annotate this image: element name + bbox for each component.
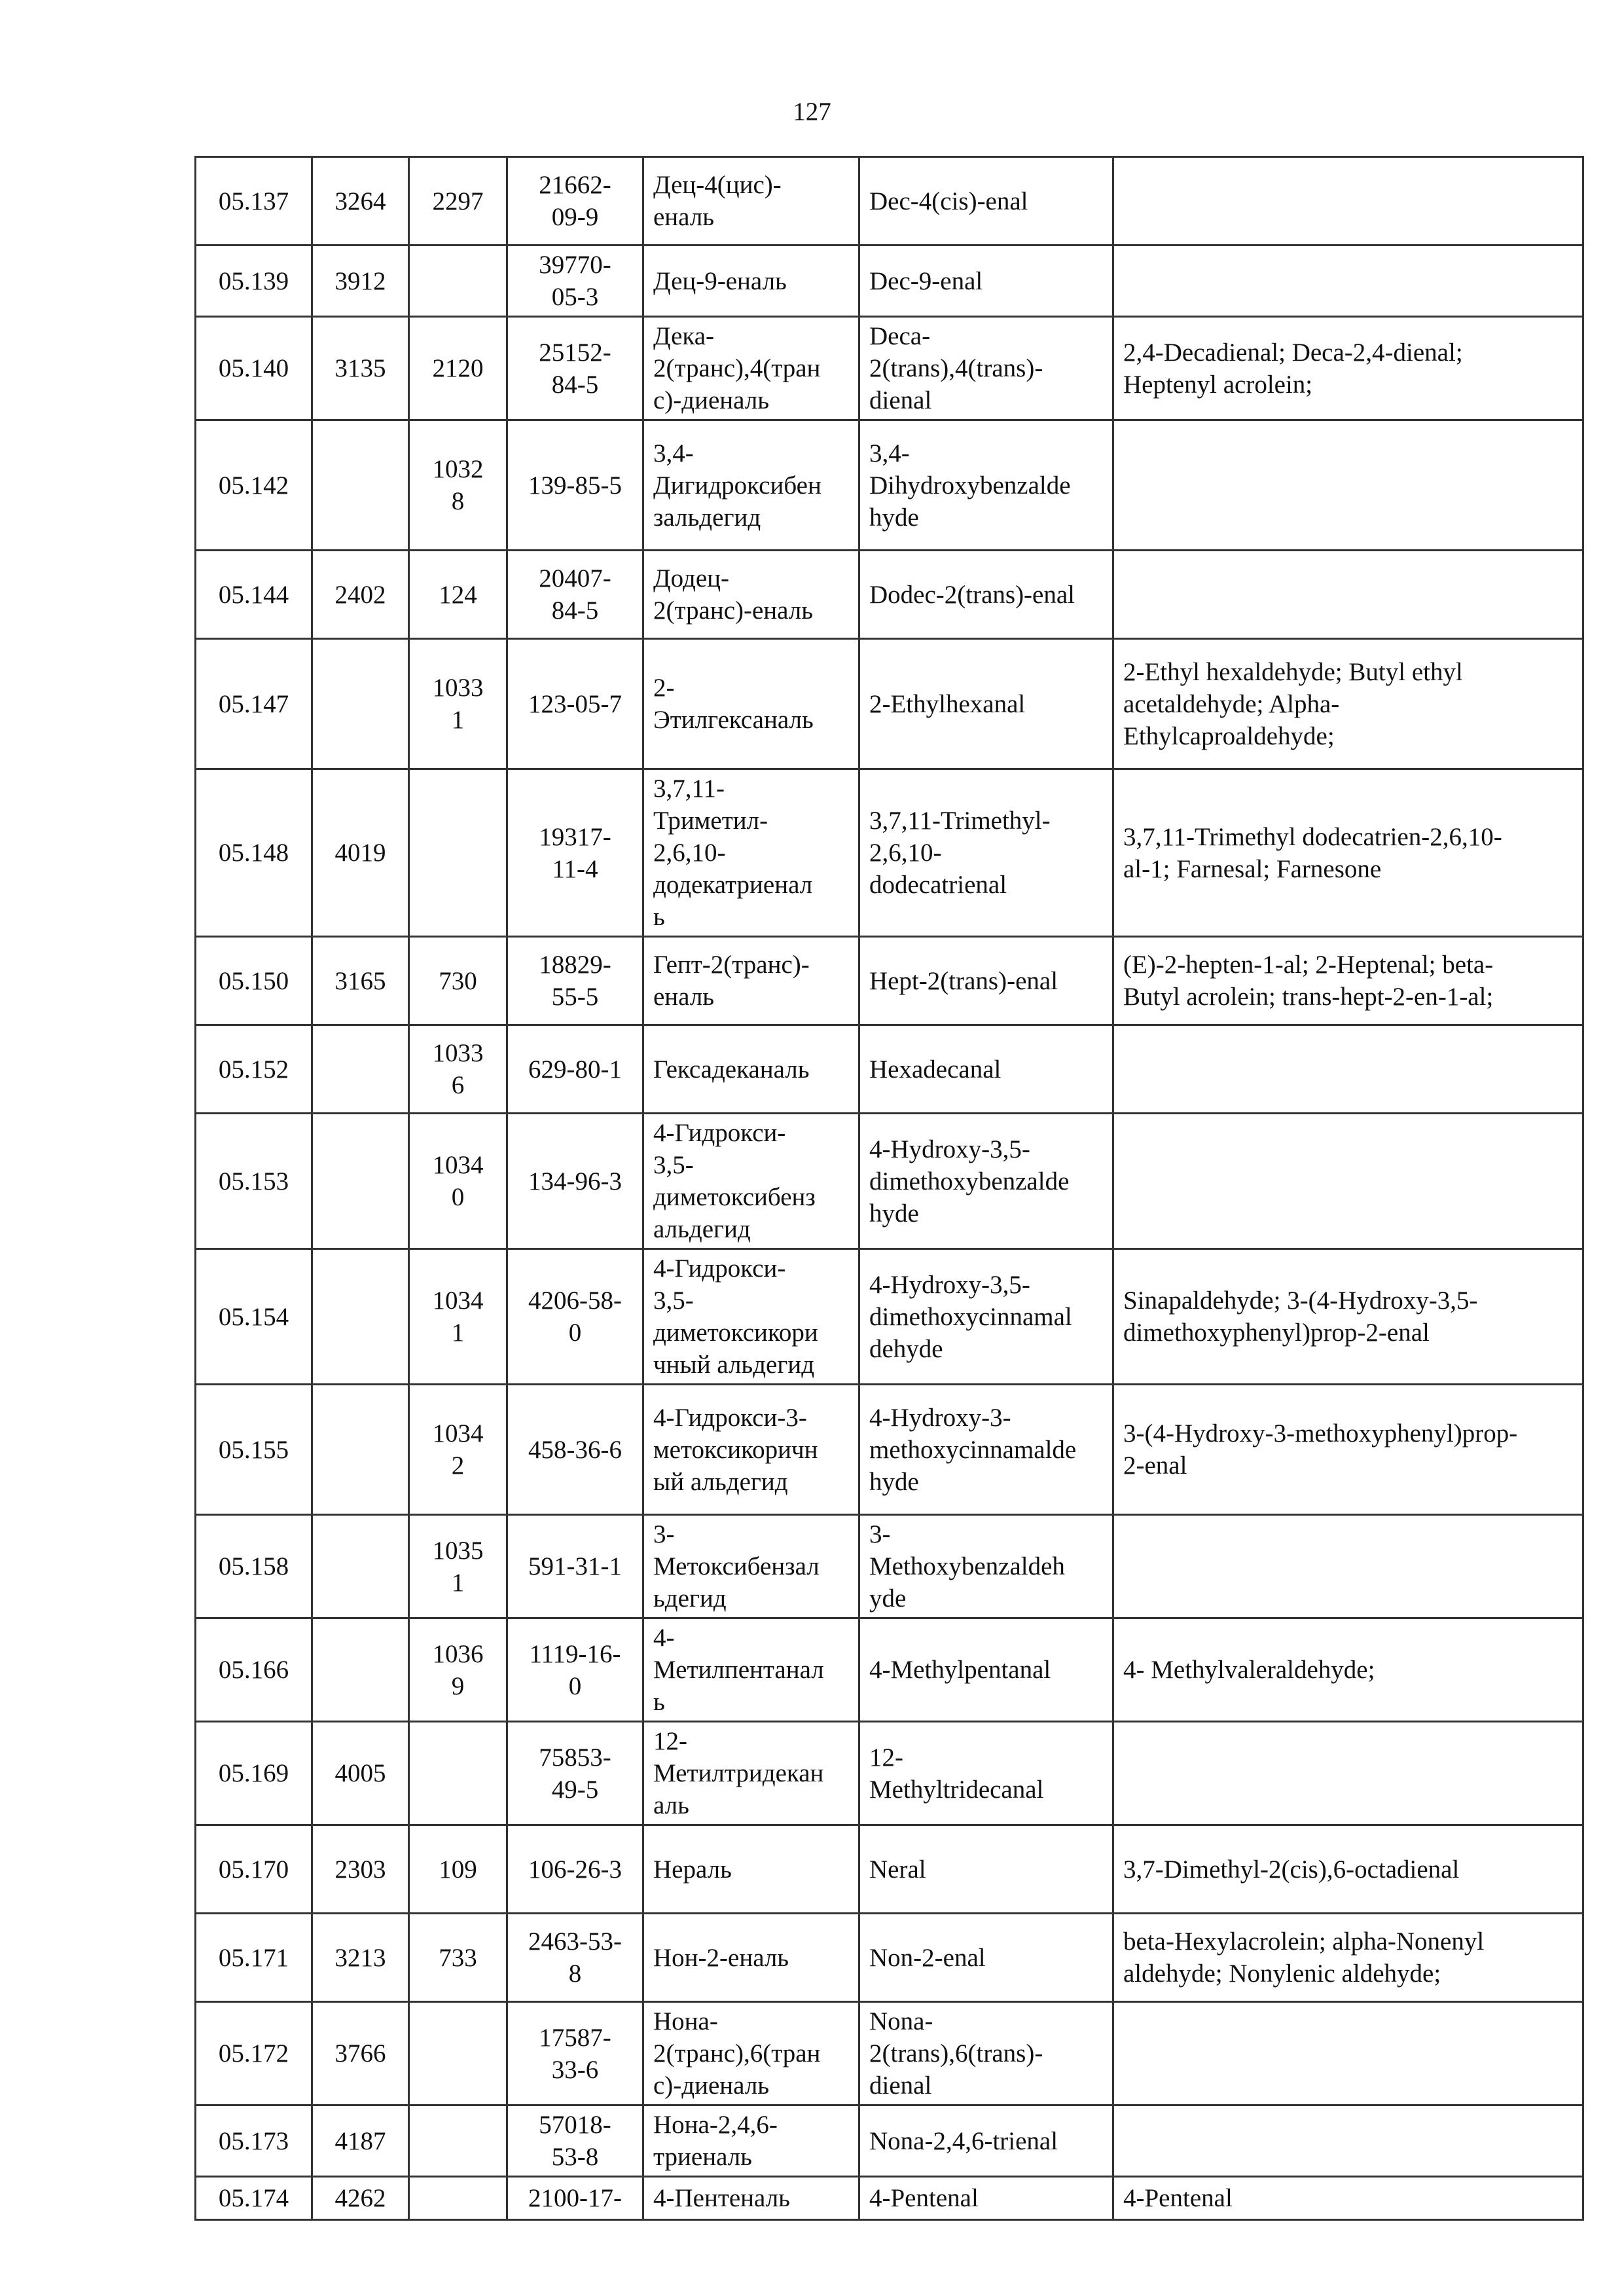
- table-row: [196, 2105, 1583, 2177]
- cell-name-en: Non-2-enal: [859, 1914, 1113, 2002]
- cell-fema: 4005: [312, 1722, 409, 1825]
- cell-name-en: Hexadecanal: [859, 1025, 1113, 1114]
- cell-name-ru: 12- Метилтридекан аль: [643, 1722, 859, 1825]
- cell-name-en: 4-Hydroxy-3,5- dimethoxycinnamal dehyde: [859, 1249, 1113, 1385]
- cell-fema: 2303: [312, 1825, 409, 1914]
- cell-synonyms: (E)-2-hepten-1-al; 2-Heptenal; beta- Butyl acrolein; trans-hept-2-en-1-al;: [1113, 937, 1583, 1025]
- cell-name-ru: Додец- 2(транс)-еналь: [643, 551, 859, 639]
- cell-number: 05.172: [196, 2002, 312, 2105]
- cell-name-ru: 3- Метоксибензал ьдегид: [643, 1515, 859, 1618]
- cell-cas: 19317- 11-4: [507, 769, 643, 937]
- cell-coe: 2297: [409, 157, 507, 246]
- cell-name-ru: Нона-2,4,6- триеналь: [643, 2105, 859, 2177]
- cell-fema: 3165: [312, 937, 409, 1025]
- cell-coe: 1034 1: [409, 1249, 507, 1385]
- cell-synonyms: [1113, 246, 1583, 317]
- cell-cas: 458-36-6: [507, 1385, 643, 1515]
- cell-synonyms: [1113, 157, 1583, 246]
- cell-coe: [409, 246, 507, 317]
- cell-synonyms: Sinapaldehyde; 3-(4-Hydroxy-3,5- dimethoxyphenyl)prop-2-enal: [1113, 1249, 1583, 1385]
- cell-synonyms: 3,7,11-Trimethyl dodecatrien-2,6,10- al-1; Farnesal; Farnesone: [1113, 769, 1583, 937]
- cell-coe: [409, 769, 507, 937]
- cell-cas: 25152- 84-5: [507, 317, 643, 420]
- cell-number: 05.148: [196, 769, 312, 937]
- cell-name-ru: Дец-9-еналь: [643, 246, 859, 317]
- cell-name-en: Nona-2,4,6-trienal: [859, 2105, 1113, 2177]
- cell-coe: 2120: [409, 317, 507, 420]
- cell-synonyms: [1113, 1515, 1583, 1618]
- cell-name-en: Deca- 2(trans),4(trans)- dienal: [859, 317, 1113, 420]
- cell-name-en: 3,7,11-Trimethyl- 2,6,10- dodecatrienal: [859, 769, 1113, 937]
- cell-coe: 124: [409, 551, 507, 639]
- cell-name-en: Dodec-2(trans)-enal: [859, 551, 1113, 639]
- cell-name-ru: 4- Метилпентанал ь: [643, 1618, 859, 1722]
- table-row: [196, 420, 1583, 551]
- table-row: [196, 1515, 1583, 1618]
- cell-cas: 21662- 09-9: [507, 157, 643, 246]
- cell-fema: [312, 1025, 409, 1114]
- cell-coe: [409, 2002, 507, 2105]
- cell-synonyms: [1113, 2105, 1583, 2177]
- cell-number: 05.153: [196, 1114, 312, 1249]
- cell-number: 05.173: [196, 2105, 312, 2177]
- cell-coe: 1036 9: [409, 1618, 507, 1722]
- cell-coe: 1033 6: [409, 1025, 507, 1114]
- cell-synonyms: [1113, 2002, 1583, 2105]
- cell-cas: 75853- 49-5: [507, 1722, 643, 1825]
- cell-name-en: 4-Hydroxy-3,5- dimethoxybenzalde hyde: [859, 1114, 1113, 1249]
- cell-synonyms: [1113, 1114, 1583, 1249]
- cell-cas: 39770- 05-3: [507, 246, 643, 317]
- cell-number: 05.140: [196, 317, 312, 420]
- table-row: [196, 769, 1583, 937]
- cell-fema: 3766: [312, 2002, 409, 2105]
- cell-name-ru: Гексадеканаль: [643, 1025, 859, 1114]
- cell-number: 05.166: [196, 1618, 312, 1722]
- cell-name-en: Neral: [859, 1825, 1113, 1914]
- cell-number: 05.144: [196, 551, 312, 639]
- cell-number: 05.150: [196, 937, 312, 1025]
- cell-fema: [312, 1249, 409, 1385]
- cell-number: 05.170: [196, 1825, 312, 1914]
- cell-fema: 3264: [312, 157, 409, 246]
- cell-name-ru: 4-Пентеналь: [643, 2177, 859, 2220]
- cell-synonyms: [1113, 1722, 1583, 1825]
- cell-cas: 123-05-7: [507, 639, 643, 769]
- cell-fema: 4019: [312, 769, 409, 937]
- cell-synonyms: [1113, 420, 1583, 551]
- cell-coe: [409, 2177, 507, 2220]
- cell-fema: 4187: [312, 2105, 409, 2177]
- table-row: [196, 246, 1583, 317]
- table-row: [196, 1914, 1583, 2002]
- cell-name-en: 4-Pentenal: [859, 2177, 1113, 2220]
- cell-number: 05.155: [196, 1385, 312, 1515]
- cell-name-en: Dec-4(cis)-enal: [859, 157, 1113, 246]
- cell-fema: 2402: [312, 551, 409, 639]
- cell-fema: [312, 1114, 409, 1249]
- cell-synonyms: 4-Pentenal: [1113, 2177, 1583, 2220]
- cell-cas: 134-96-3: [507, 1114, 643, 1249]
- cell-name-en: Hept-2(trans)-enal: [859, 937, 1113, 1025]
- cell-synonyms: beta-Hexylacrolein; alpha-Nonenyl aldehyde; Nonylenic aldehyde;: [1113, 1914, 1583, 2002]
- cell-name-ru: 4-Гидрокси- 3,5- диметоксибенз альдегид: [643, 1114, 859, 1249]
- cell-cas: 591-31-1: [507, 1515, 643, 1618]
- cell-name-en: Nona- 2(trans),6(trans)- dienal: [859, 2002, 1113, 2105]
- cell-coe: 1034 2: [409, 1385, 507, 1515]
- table-row: [196, 1025, 1583, 1114]
- table-row: [196, 1385, 1583, 1515]
- table-body: [196, 157, 1583, 2220]
- cell-cas: 2463-53- 8: [507, 1914, 643, 2002]
- cell-cas: 18829- 55-5: [507, 937, 643, 1025]
- cell-cas: 1119-16- 0: [507, 1618, 643, 1722]
- cell-coe: [409, 2105, 507, 2177]
- table-row: [196, 317, 1583, 420]
- cell-name-en: 4-Methylpentanal: [859, 1618, 1113, 1722]
- cell-synonyms: [1113, 1025, 1583, 1114]
- cell-name-ru: Дека- 2(транс),4(тран с)-диеналь: [643, 317, 859, 420]
- cell-fema: 3213: [312, 1914, 409, 2002]
- cell-cas: 57018- 53-8: [507, 2105, 643, 2177]
- cell-number: 05.171: [196, 1914, 312, 2002]
- cell-coe: 109: [409, 1825, 507, 1914]
- cell-fema: [312, 1618, 409, 1722]
- cell-name-en: Dec-9-enal: [859, 246, 1113, 317]
- cell-name-ru: 3,4- Дигидроксибен зальдегид: [643, 420, 859, 551]
- cell-fema: [312, 639, 409, 769]
- table-row: [196, 937, 1583, 1025]
- cell-name-ru: Нона- 2(транс),6(тран с)-диеналь: [643, 2002, 859, 2105]
- cell-coe: [409, 1722, 507, 1825]
- cell-coe: 1033 1: [409, 639, 507, 769]
- table-row: [196, 1825, 1583, 1914]
- cell-cas: 139-85-5: [507, 420, 643, 551]
- cell-name-en: 3- Methoxybenzaldeh yde: [859, 1515, 1113, 1618]
- table-row: [196, 1114, 1583, 1249]
- cell-name-ru: 3,7,11- Триметил- 2,6,10- додекатриенал ь: [643, 769, 859, 937]
- cell-name-ru: Гепт-2(транс)- еналь: [643, 937, 859, 1025]
- cell-name-en: 2-Ethylhexanal: [859, 639, 1113, 769]
- cell-number: 05.137: [196, 157, 312, 246]
- cell-coe: 1034 0: [409, 1114, 507, 1249]
- cell-name-ru: Нераль: [643, 1825, 859, 1914]
- cell-number: 05.152: [196, 1025, 312, 1114]
- cell-name-ru: 4-Гидрокси-3- метоксикоричн ый альдегид: [643, 1385, 859, 1515]
- cell-number: 05.147: [196, 639, 312, 769]
- cell-number: 05.142: [196, 420, 312, 551]
- cell-cas: 17587- 33-6: [507, 2002, 643, 2105]
- cell-name-en: 4-Hydroxy-3- methoxycinnamalde hyde: [859, 1385, 1113, 1515]
- cell-synonyms: 3-(4-Hydroxy-3-methoxyphenyl)prop- 2-enal: [1113, 1385, 1583, 1515]
- table-row: [196, 1722, 1583, 1825]
- table-row: [196, 1249, 1583, 1385]
- cell-synonyms: 3,7-Dimethyl-2(cis),6-octadienal: [1113, 1825, 1583, 1914]
- cell-cas: 629-80-1: [507, 1025, 643, 1114]
- cell-fema: [312, 420, 409, 551]
- cell-cas: 4206-58- 0: [507, 1249, 643, 1385]
- cell-synonyms: 4- Methylvaleraldehyde;: [1113, 1618, 1583, 1722]
- cell-coe: 1035 1: [409, 1515, 507, 1618]
- cell-fema: [312, 1515, 409, 1618]
- cell-name-ru: 2- Этилгексаналь: [643, 639, 859, 769]
- cell-synonyms: 2,4-Decadienal; Deca-2,4-dienal; Heptenyl acrolein;: [1113, 317, 1583, 420]
- table-row: [196, 157, 1583, 246]
- cell-cas: 106-26-3: [507, 1825, 643, 1914]
- cell-fema: 4262: [312, 2177, 409, 2220]
- cell-name-en: 12- Methyltridecanal: [859, 1722, 1113, 1825]
- cell-name-ru: Нон-2-еналь: [643, 1914, 859, 2002]
- cell-name-ru: 4-Гидрокси- 3,5- диметоксикори чный альдегид: [643, 1249, 859, 1385]
- cell-synonyms: [1113, 551, 1583, 639]
- cell-synonyms: 2-Ethyl hexaldehyde; Butyl ethyl acetaldehyde; Alpha- Ethylcaproaldehyde;: [1113, 639, 1583, 769]
- page-number: 127: [793, 98, 831, 126]
- cell-cas: 20407- 84-5: [507, 551, 643, 639]
- table-row: [196, 639, 1583, 769]
- cell-name-ru: Дец-4(цис)- еналь: [643, 157, 859, 246]
- table-row: [196, 2002, 1583, 2105]
- cell-fema: [312, 1385, 409, 1515]
- cell-fema: 3912: [312, 246, 409, 317]
- cell-number: 05.158: [196, 1515, 312, 1618]
- cell-coe: 730: [409, 937, 507, 1025]
- table-row: [196, 2177, 1583, 2220]
- table-row: [196, 1618, 1583, 1722]
- table-row: [196, 551, 1583, 639]
- cell-coe: 733: [409, 1914, 507, 2002]
- cell-coe: 1032 8: [409, 420, 507, 551]
- cell-number: 05.174: [196, 2177, 312, 2220]
- cell-fema: 3135: [312, 317, 409, 420]
- cell-cas: 2100-17-: [507, 2177, 643, 2220]
- cell-name-en: 3,4- Dihydroxybenzalde hyde: [859, 420, 1113, 551]
- cell-number: 05.139: [196, 246, 312, 317]
- cell-number: 05.169: [196, 1722, 312, 1825]
- cell-number: 05.154: [196, 1249, 312, 1385]
- compound-table: [194, 156, 1584, 2221]
